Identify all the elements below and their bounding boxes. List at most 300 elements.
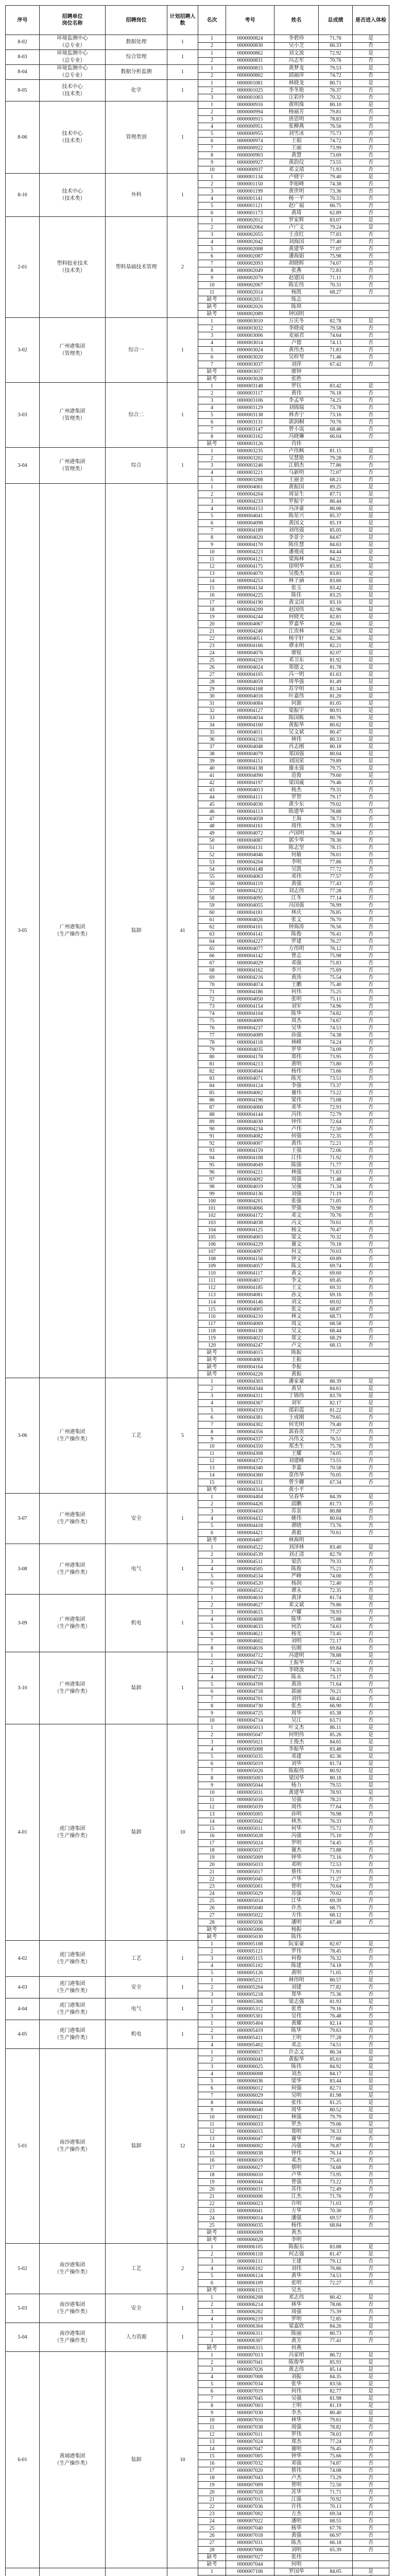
- rank-cell: 27: [198, 2539, 226, 2547]
- checkup-cell: 是: [353, 1760, 389, 1768]
- exam-id-cell: 0000004421: [226, 1530, 274, 1537]
- checkup-cell: 否: [353, 397, 389, 404]
- rank-cell: 46: [198, 808, 226, 816]
- name-cell: 冯伟文: [274, 1436, 319, 1443]
- checkup-cell: 否: [353, 917, 389, 924]
- checkup-cell: 否: [353, 1530, 389, 1537]
- score-cell: 69.02: [319, 1299, 353, 1306]
- checkup-cell: 否: [353, 902, 389, 909]
- name-cell: 杨振: [274, 1926, 319, 1934]
- checkup-cell: 否: [353, 404, 389, 412]
- score-cell: 66.18: [319, 2539, 353, 2547]
- rank-cell: 3: [198, 1508, 226, 1515]
- rank-cell: 1: [198, 50, 226, 58]
- name-cell: 林伟明: [274, 1977, 319, 1984]
- group-plan-cell: 12: [167, 2049, 198, 2244]
- checkup-cell: 否: [353, 2193, 389, 2200]
- score-cell: 68.29: [319, 1335, 353, 1342]
- rank-cell: 40: [198, 765, 226, 772]
- checkup-cell: 否: [353, 844, 389, 852]
- score-cell: 72.83: [319, 267, 353, 275]
- rank-cell: 7: [198, 1696, 226, 1703]
- group-plan-cell: 1: [167, 383, 198, 448]
- name-cell: 张文: [274, 1306, 319, 1313]
- exam-id-cell: 0000005039: [226, 1804, 274, 1811]
- checkup-cell: 否: [353, 354, 389, 361]
- exam-id-cell: 0000005042: [226, 1818, 274, 1825]
- score-cell: 77.40: [319, 239, 353, 246]
- exam-id-cell: 0000003129: [226, 404, 274, 412]
- exam-id-cell: 0000004356: [226, 1429, 274, 1436]
- name-cell: 黄建华: [274, 246, 319, 253]
- name-cell: 邓伟: [274, 873, 319, 880]
- name-cell: 陈杰: [274, 2539, 319, 2547]
- score-cell: 70.18: [319, 1241, 353, 1248]
- checkup-cell: 是: [353, 2410, 389, 2417]
- checkup-cell: 否: [353, 938, 389, 945]
- score-cell: 82.77: [319, 2388, 353, 2395]
- score-cell: 75.54: [319, 974, 353, 981]
- exam-id-cell: 0000004213: [226, 1061, 274, 1068]
- name-cell: 卢晓宇: [274, 174, 319, 181]
- checkup-cell: 否: [353, 1140, 389, 1147]
- exam-id-cell: 0000000824: [226, 35, 274, 43]
- rank-cell: 45: [198, 801, 226, 808]
- score-cell: 74.53: [319, 1025, 353, 1032]
- checkup-cell: 是: [353, 2078, 389, 2085]
- name-cell: 何文: [274, 1248, 319, 1256]
- checkup-cell: 是: [353, 2251, 389, 2258]
- name-cell: 冯强: [274, 2143, 319, 2150]
- exam-id-cell: 0000004017: [226, 1277, 274, 1284]
- rank-cell: 缺考: [198, 376, 226, 383]
- name-cell: 吴强: [274, 1797, 319, 1804]
- exam-id-cell: 0000004111: [226, 794, 274, 801]
- name-cell: 吴江: [274, 1717, 319, 1724]
- score-cell: 76.87: [319, 2143, 353, 2150]
- group-code-cell: 4-01: [6, 1724, 40, 1941]
- name-cell: 曾志: [274, 953, 319, 960]
- checkup-cell: 否: [353, 1818, 389, 1825]
- checkup-cell: 否: [353, 801, 389, 808]
- checkup-cell: 否: [353, 1284, 389, 1292]
- name-cell: 陈建: [274, 1962, 319, 1970]
- checkup-cell: 否: [353, 2503, 389, 2511]
- rank-cell: 115: [198, 1306, 226, 1313]
- rank-cell: 4: [198, 123, 226, 130]
- score-cell: 82.21: [319, 642, 353, 650]
- exam-id-cell: 0000005404: [226, 2020, 274, 2027]
- score-cell: 84.67: [319, 534, 353, 541]
- score-cell: 68.58: [319, 1320, 353, 1328]
- score-cell: [319, 2229, 353, 2236]
- name-cell: 林海明: [274, 1537, 319, 1544]
- checkup-cell: 否: [353, 138, 389, 145]
- rank-cell: 15: [198, 2150, 226, 2157]
- checkup-cell: 否: [353, 2013, 389, 2020]
- exam-id-cell: 0000000916: [226, 101, 274, 109]
- rank-cell: 3: [198, 1667, 226, 1674]
- score-cell: 82.96: [319, 606, 353, 614]
- rank-cell: 23: [198, 1883, 226, 1890]
- name-cell: 周强: [274, 2309, 319, 2316]
- score-cell: 89.25: [319, 484, 353, 491]
- name-cell: 李振华: [274, 1746, 319, 1753]
- checkup-cell: 否: [353, 1342, 389, 1349]
- exam-id-cell: 0000004404: [226, 1494, 274, 1501]
- rank-cell: 2: [198, 390, 226, 397]
- group-post-cell: 电气: [106, 1998, 167, 2020]
- name-cell: 陈华: [274, 1616, 319, 1623]
- rank-cell: 71: [198, 989, 226, 996]
- group-code-cell: 4-05: [6, 2020, 40, 2049]
- exam-id-cell: 0000006047: [226, 2136, 274, 2143]
- exam-id-cell: 0000004081: [226, 1292, 274, 1299]
- table-row: [6, 2568, 389, 2575]
- score-cell: 81.15: [319, 448, 353, 455]
- name-cell: 黄强: [274, 2532, 319, 2539]
- checkup-cell: 否: [353, 1219, 389, 1227]
- exam-id-cell: 0000004098: [226, 520, 274, 527]
- score-cell: 70.76: [319, 1212, 353, 1219]
- exam-id-cell: 0000004074: [226, 981, 274, 989]
- score-cell: 71.91: [319, 1869, 353, 1876]
- score-cell: 79.33: [319, 1558, 353, 1566]
- rank-cell: 3: [198, 1739, 226, 1746]
- group-plan-cell: 1: [167, 1595, 198, 1652]
- group-post-cell: 装卸: [106, 2352, 167, 2568]
- rank-cell: 3: [198, 116, 226, 123]
- score-cell: 85.93: [319, 2359, 353, 2366]
- score-cell: 82.66: [319, 621, 353, 628]
- name-cell: 何华: [274, 1825, 319, 1833]
- score-cell: 87.71: [319, 491, 353, 498]
- name-cell: 李晓波: [274, 1667, 319, 1674]
- exam-id-cell: 0000004063: [226, 873, 274, 880]
- exam-id-cell: 0000003221: [226, 469, 274, 477]
- score-cell: 69.16: [319, 1292, 353, 1299]
- name-cell: 刘伟强: [274, 527, 319, 534]
- checkup-cell: 是: [353, 693, 389, 700]
- rank-cell: 19: [198, 614, 226, 621]
- exam-id-cell: 0000004101: [226, 924, 274, 931]
- score-cell: 76.37: [319, 87, 353, 94]
- score-cell: 72.53: [319, 1861, 353, 1869]
- group-code-cell: 8-04: [6, 65, 40, 80]
- rank-cell: 1: [198, 80, 226, 87]
- checkup-cell: 否: [353, 2482, 389, 2489]
- checkup-cell: 否: [353, 2489, 389, 2496]
- checkup-cell: 是: [353, 2244, 389, 2251]
- rank-cell: 2: [198, 1602, 226, 1609]
- rank-cell: 6: [198, 1631, 226, 1638]
- exam-id-cell: 0000004013: [226, 787, 274, 794]
- exam-id-cell: 0000003017: [226, 368, 274, 376]
- checkup-cell: 否: [353, 779, 389, 787]
- exam-id-cell: 0000007003: [226, 2402, 274, 2410]
- rank-cell: 7: [198, 361, 226, 368]
- score-cell: [319, 2236, 353, 2244]
- exam-id-cell: 0000003106: [226, 397, 274, 404]
- rank-cell: 106: [198, 1241, 226, 1248]
- name-cell: 罗华: [274, 1046, 319, 1054]
- rank-cell: 2: [198, 72, 226, 80]
- rank-cell: 1: [198, 2294, 226, 2301]
- name-cell: 张文: [274, 917, 319, 924]
- score-cell: 69.39: [319, 1897, 353, 1905]
- group-unit-cell: 广州港集团 （生产操作类）: [40, 1494, 106, 1544]
- name-cell: 王丽金: [274, 477, 319, 484]
- score-cell: 84.39: [319, 1494, 353, 1501]
- group-plan-cell: 1: [167, 2294, 198, 2323]
- name-cell: 黄昊: [274, 1385, 319, 1393]
- rank-cell: 4: [198, 2316, 226, 2323]
- score-cell: 78.73: [319, 816, 353, 823]
- name-cell: 练志: [274, 296, 319, 303]
- score-cell: 75.98: [319, 253, 353, 260]
- rank-cell: 8: [198, 2402, 226, 2410]
- exam-id-cell: 0000002008: [226, 246, 274, 253]
- checkup-cell: 否: [353, 1854, 389, 1861]
- exam-id-cell: 0000004030: [226, 1118, 274, 1126]
- exam-id-cell: 0000003208: [226, 477, 274, 484]
- score-cell: 70.32: [319, 94, 353, 101]
- name-cell: 李嘉: [274, 1465, 319, 1472]
- name-cell: 卢文: [274, 1342, 319, 1349]
- score-cell: [319, 303, 353, 311]
- name-cell: 肖炜: [274, 440, 319, 448]
- rank-cell: 4: [198, 505, 226, 513]
- rank-cell: 16: [198, 2157, 226, 2164]
- exam-id-cell: 0000001150: [226, 181, 274, 188]
- checkup-cell: 否: [353, 2265, 389, 2273]
- score-cell: 74.82: [319, 1010, 353, 1018]
- table-row: [6, 1998, 389, 2006]
- score-cell: [319, 1371, 353, 1378]
- score-cell: 70.61: [319, 1530, 353, 1537]
- score-cell: 80.18: [319, 1775, 353, 1782]
- rank-cell: 7: [198, 260, 226, 267]
- exam-id-cell: 0000007018: [226, 2532, 274, 2539]
- score-cell: 79.17: [319, 794, 353, 801]
- rank-cell: 29: [198, 686, 226, 693]
- rank-cell: 缺考: [198, 1357, 226, 1364]
- score-cell: 69.34: [319, 2511, 353, 2518]
- rank-cell: 47: [198, 816, 226, 823]
- rank-cell: 39: [198, 758, 226, 765]
- checkup-cell: 是: [353, 1652, 389, 1659]
- rank-cell: 1: [198, 484, 226, 491]
- rank-cell: 5: [198, 1407, 226, 1414]
- score-cell: 72.35: [319, 1133, 353, 1140]
- name-cell: 方伟明: [274, 945, 319, 953]
- rank-cell: 81: [198, 1061, 226, 1068]
- score-cell: 79.86: [319, 1602, 353, 1609]
- name-cell: 何俊: [274, 1955, 319, 1962]
- name-cell: 蔡明: [274, 2164, 319, 2172]
- checkup-cell: 否: [353, 787, 389, 794]
- score-cell: 80.92: [319, 1768, 353, 1775]
- checkup-cell: 是: [353, 2107, 389, 2114]
- checkup-cell: 否: [353, 130, 389, 138]
- checkup-cell: 否: [353, 2179, 389, 2186]
- name-cell: 曾少卿: [274, 1479, 319, 1486]
- checkup-cell: 是: [353, 621, 389, 628]
- name-cell: 郭润桐: [274, 419, 319, 426]
- exam-id-cell: 0000004083: [226, 1357, 274, 1364]
- checkup-cell: 否: [353, 1320, 389, 1328]
- checkup-cell: 是: [353, 534, 389, 541]
- name-cell: 黄世明: [274, 188, 319, 195]
- rank-cell: 5: [198, 130, 226, 138]
- exam-id-cell: 0000004119: [226, 880, 274, 888]
- score-cell: 74.68: [319, 2164, 353, 2172]
- name-cell: 姚伟: [274, 1515, 319, 1522]
- score-cell: 70.32: [319, 1234, 353, 1241]
- checkup-cell: 否: [353, 1479, 389, 1486]
- name-cell: 刘萍: [274, 361, 319, 368]
- group-code-cell: 3-04: [6, 448, 40, 484]
- rank-cell: 1: [198, 101, 226, 109]
- exam-id-cell: 0000007038: [226, 2424, 274, 2431]
- name-cell: 陈振东: [274, 2244, 319, 2251]
- score-cell: 79.16: [319, 2006, 353, 2013]
- score-cell: 75.39: [319, 2309, 353, 2316]
- exam-id-cell: 0000004048: [226, 743, 274, 751]
- name-cell: 黄琦: [274, 210, 319, 217]
- exam-id-cell: 0000004087: [226, 837, 274, 844]
- name-cell: 徐明华: [274, 563, 319, 570]
- exam-id-cell: 0000004602: [226, 1638, 274, 1645]
- score-cell: [319, 2345, 353, 2352]
- checkup-cell: 是: [353, 1385, 389, 1393]
- checkup-cell: 否: [353, 1688, 389, 1696]
- score-cell: 83.25: [319, 592, 353, 599]
- checkup-cell: 否: [353, 1840, 389, 1847]
- exam-id-cell: 0000005102: [226, 1962, 274, 1970]
- exam-id-cell: 0000004079: [226, 751, 274, 758]
- rank-cell: 21: [198, 2193, 226, 2200]
- name-cell: 孙文: [274, 1292, 319, 1299]
- rank-cell: 8: [198, 267, 226, 275]
- rank-cell: 66: [198, 953, 226, 960]
- score-cell: 75.40: [319, 981, 353, 989]
- checkup-cell: 否: [353, 260, 389, 267]
- name-cell: 汪彩玲: [274, 94, 319, 101]
- rank-cell: 30: [198, 693, 226, 700]
- checkup-cell: 否: [353, 1905, 389, 1912]
- checkup-cell: 否: [353, 2208, 389, 2215]
- score-cell: [319, 440, 353, 448]
- score-cell: 72.17: [319, 1638, 353, 1645]
- rank-cell: 8: [198, 1775, 226, 1782]
- name-cell: 刘明: [274, 1638, 319, 1645]
- name-cell: 郭丽: [274, 1688, 319, 1696]
- group-plan-cell: 1: [167, 174, 198, 217]
- exam-id-cell: 0000001121: [226, 202, 274, 210]
- exam-id-cell: 0000007020: [226, 2467, 274, 2475]
- score-cell: 76.14: [319, 2150, 353, 2157]
- rank-cell: 87: [198, 1104, 226, 1111]
- name-cell: 冯文: [274, 1219, 319, 1227]
- checkup-cell: 否: [353, 2280, 389, 2287]
- rank-cell: 18: [198, 606, 226, 614]
- score-cell: 71.77: [319, 1162, 353, 1169]
- rank-cell: 5: [198, 1753, 226, 1760]
- checkup-cell: 否: [353, 231, 389, 239]
- exam-id-cell: 0000004196: [226, 1097, 274, 1104]
- name-cell: 潘观成: [274, 549, 319, 556]
- rank-cell: 109: [198, 1263, 226, 1270]
- exam-id-cell: 0000007002: [226, 2511, 274, 2518]
- score-cell: 77.86: [319, 859, 353, 866]
- exam-id-cell: 0000005044: [226, 1782, 274, 1789]
- rank-cell: 4: [198, 469, 226, 477]
- exam-id-cell: 0000007026: [226, 2366, 274, 2374]
- score-cell: 72.93: [319, 1104, 353, 1111]
- rank-cell: 1: [198, 1724, 226, 1732]
- rank-cell: 6: [198, 138, 226, 145]
- exam-id-cell: 0000004367: [226, 1400, 274, 1407]
- name-cell: 罗嘉华: [274, 621, 319, 628]
- exam-id-cell: 0000004092: [226, 1176, 274, 1183]
- exam-id-cell: 0000006036: [226, 2078, 274, 2085]
- name-cell: 邓文: [274, 1212, 319, 1219]
- rank-cell: 6: [198, 2280, 226, 2287]
- exam-id-cell: 0000007011: [226, 2431, 274, 2438]
- group-plan-cell: 1: [167, 1652, 198, 1724]
- score-cell: 79.24: [319, 224, 353, 231]
- exam-id-cell: 0000004221: [226, 1169, 274, 1176]
- exam-id-cell: 0000006010: [226, 2172, 274, 2179]
- name-cell: 万庆冬: [274, 318, 319, 325]
- name-cell: 杨伟: [274, 2222, 319, 2229]
- exam-id-cell: 0000004627: [226, 1602, 274, 1609]
- rank-cell: 11: [198, 2424, 226, 2431]
- name-cell: 卢华: [274, 2172, 319, 2179]
- score-cell: 73.78: [319, 404, 353, 412]
- group-unit-cell: 塑料胶业技术 （技术类）: [40, 217, 106, 318]
- score-cell: 85.05: [319, 527, 353, 534]
- checkup-cell: 否: [353, 1436, 389, 1443]
- exam-id-cell: 0000004136: [226, 1191, 274, 1198]
- checkup-cell: 否: [353, 1328, 389, 1335]
- checkup-cell: 是: [353, 101, 389, 109]
- header-cell: 计划招聘人数: [167, 6, 198, 35]
- name-cell: 黄伟杰: [274, 347, 319, 354]
- name-cell: 黄梦龙: [274, 65, 319, 73]
- name-cell: 刘泽林: [274, 1544, 319, 1551]
- score-cell: 71.93: [319, 166, 353, 174]
- checkup-cell: 是: [353, 2352, 389, 2359]
- score-cell: 69.57: [319, 2215, 353, 2222]
- rank-cell: 42: [198, 779, 226, 787]
- exam-id-cell: 0000006118: [226, 2251, 274, 2258]
- exam-id-cell: 0000004159: [226, 1147, 274, 1155]
- checkup-cell: 是: [353, 1407, 389, 1414]
- exam-id-cell: 0000004055: [226, 902, 274, 909]
- group-code-cell: 8-06: [6, 101, 40, 174]
- exam-id-cell: 0000004360: [226, 1472, 274, 1479]
- name-cell: 李振: [274, 1364, 319, 1371]
- rank-cell: 96: [198, 1169, 226, 1176]
- exam-id-cell: 0000004407: [226, 1537, 274, 1544]
- rank-cell: 缺考: [198, 1537, 226, 1544]
- name-cell: 林伟: [274, 736, 319, 743]
- checkup-cell: [353, 1349, 389, 1357]
- checkup-cell: 是: [353, 628, 389, 635]
- table-row: [6, 217, 389, 224]
